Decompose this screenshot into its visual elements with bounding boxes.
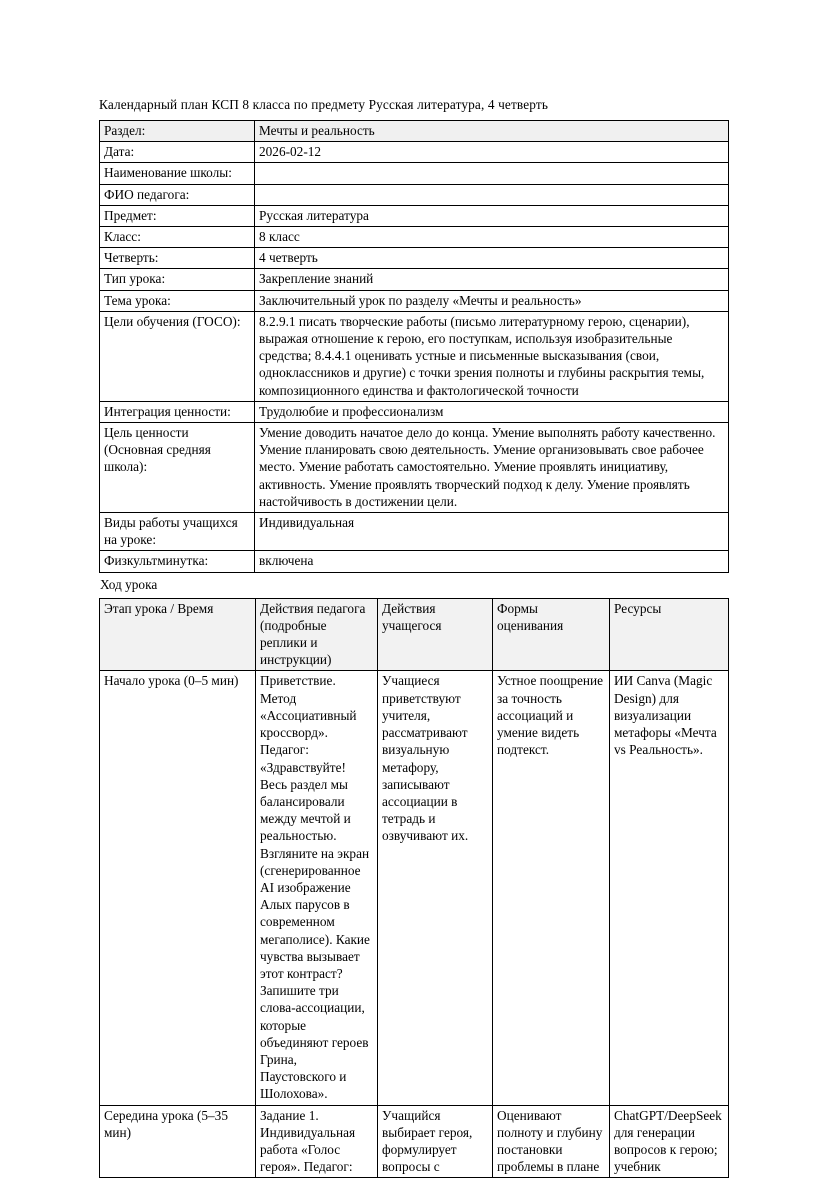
info-value [255, 184, 729, 205]
info-value: Умение доводить начатое дело до конца. Умение выполнять работу качественно. Умение планировать свою деятельность. Умение организовывать свое рабочее место. Умение работать самостоятельно. Умение проявлять инициативу, активность. Умение проявлять творческий подход к делу. Умение проявлять настойчивость в достижении цели. [255, 423, 729, 513]
info-label: ФИО педагога: [100, 184, 255, 205]
info-value: 4 четверть [255, 248, 729, 269]
table-row [100, 1105, 729, 1178]
column-header-resources: Ресурсы [610, 598, 729, 671]
info-label: Четверть: [100, 248, 255, 269]
info-value: Заключительный урок по разделу «Мечты и реальность» [255, 290, 729, 311]
cell-resources: ИИ Canva (Magic Design) для визуализации метафоры «Мечта vs Реальность». [610, 671, 729, 1105]
info-value: Русская литература [255, 205, 729, 226]
info-label: Цель ценности (Основная средняя школа): [100, 423, 255, 513]
info-value: включена [255, 551, 729, 572]
cell-assessment-forms: Оценивают полноту и глубину постановки проблемы в плане [493, 1105, 610, 1178]
info-table-body [100, 121, 729, 573]
column-header-student-actions: Действия учащегося [378, 598, 493, 671]
lesson-info-table [99, 120, 729, 573]
info-value: 8 класс [255, 227, 729, 248]
info-label: Интеграция ценности: [100, 401, 255, 422]
table-row [100, 290, 729, 311]
table-row [100, 248, 729, 269]
info-value: Трудолюбие и профессионализм [255, 401, 729, 422]
info-label: Тема урока: [100, 290, 255, 311]
info-value: Мечты и реальность [255, 121, 729, 142]
info-label: Раздел: [100, 121, 255, 142]
cell-teacher-actions: Приветствие. Метод «Ассоциативный кроссворд». Педагог: «Здравствуйте! Весь раздел мы балансировали между мечтой и реальностью. Взгляните на экран (сгенерированное AI изображение Алых парусов в современном мегаполисе). Какие чувства вызывает этот контраст? Запишите три слова-ассоциации, которые объединяют героев Грина, Паустовского и Шолохова». [256, 671, 378, 1105]
cell-student-actions: Учащиеся приветствуют учителя, рассматривают визуальную метафору, записывают ассоциации в тетрадь и озвучивают их. [378, 671, 493, 1105]
cell-teacher-actions: Задание 1. Индивидуальная работа «Голос героя». Педагог: [256, 1105, 378, 1178]
table-row [100, 121, 729, 142]
info-label: Тип урока: [100, 269, 255, 290]
info-value: 8.2.9.1 писать творческие работы (письмо литературному герою, сценарии), выражая отношение к герою, его поступкам, используя изобразительные средства; 8.4.4.1 оценивать устные и письменные высказывания (свои, одноклассников и другие) с точки зрения полноты и глубины раскрытия темы, композиционного единства и фактологической точности [255, 311, 729, 401]
table-row [100, 184, 729, 205]
info-label: Цели обучения (ГОСО): [100, 311, 255, 401]
page-title: Календарный план КСП 8 класса по предмету Русская литература, 4 четверть [99, 97, 549, 112]
table-row [100, 142, 729, 163]
lesson-flow-table [99, 598, 729, 1178]
table-row [100, 551, 729, 572]
table-row [100, 227, 729, 248]
cell-student-actions: Учащийся выбирает героя, формулирует вопросы с [378, 1105, 493, 1178]
flow-table-body [100, 671, 729, 1178]
flow-table-head [100, 598, 729, 671]
table-row [100, 671, 729, 1105]
column-header-assessment-forms: Формы оценивания [493, 598, 610, 671]
cell-assessment-forms: Устное поощрение за точность ассоциаций и умение видеть подтекст. [493, 671, 610, 1105]
cell-stage: Начало урока (0–5 мин) [100, 671, 256, 1105]
info-label: Виды работы учащихся на уроке: [100, 513, 255, 551]
table-row [100, 311, 729, 401]
column-header-teacher-actions: Действия педагога (подробные реплики и инструкции) [256, 598, 378, 671]
info-value: Индивидуальная [255, 513, 729, 551]
table-row [100, 163, 729, 184]
info-label: Наименование школы: [100, 163, 255, 184]
info-label: Класс: [100, 227, 255, 248]
cell-stage: Середина урока (5–35 мин) [100, 1105, 256, 1178]
column-header-stage: Этап урока / Время [100, 598, 256, 671]
table-row [100, 269, 729, 290]
info-value: 2026-02-12 [255, 142, 729, 163]
table-row [100, 401, 729, 422]
info-label: Физкультминутка: [100, 551, 255, 572]
info-value: Закрепление знаний [255, 269, 729, 290]
cell-resources: ChatGPT/DeepSeek для генерации вопросов к герою; учебник [610, 1105, 729, 1178]
info-label: Предмет: [100, 205, 255, 226]
table-header-row [100, 598, 729, 671]
table-row [100, 513, 729, 551]
table-row [100, 205, 729, 226]
info-value [255, 163, 729, 184]
table-row [100, 423, 729, 513]
section-caption-lesson-flow: Ход урока [100, 576, 158, 592]
info-label: Дата: [100, 142, 255, 163]
